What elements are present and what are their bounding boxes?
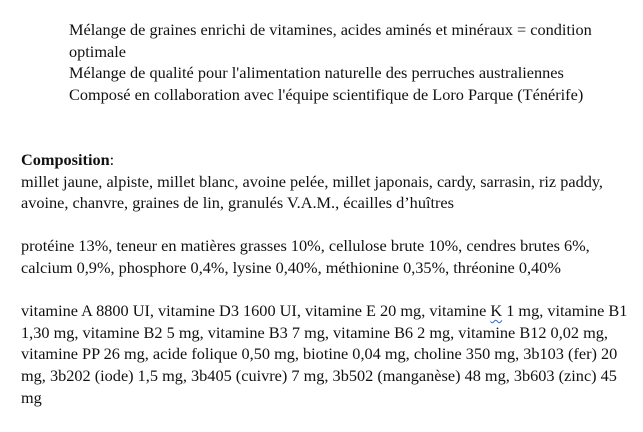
feature-item: Mélange de qualité pour l'alimentation naturelle des perruches australiennes [69,63,564,83]
paragraph-spacer [21,214,631,236]
paragraph-spacer [21,279,631,301]
ingredients-paragraph: millet jaune, alpiste, millet blanc, avoine pelée, millet japonais, cardy, sarrasin, riz paddy, avoine, chanvre, graines de lin, granulés V.A.M., écailles d’huîtres [21,171,604,213]
vitamins-paragraph [21,300,631,408]
feature-item: Mélange de graines enrichi de vitamines, acides aminés et minéraux = condition optimale [69,20,592,61]
spellcheck-flagged-word: K [490,301,503,321]
composition-heading-colon: : [109,150,115,169]
composition-section [21,149,631,408]
feature-list [69,19,629,105]
composition-heading: Composition [21,150,110,169]
vitamins-text-start: vitamine A 8800 UI, vitamine D3 1600 UI, vitamine E 20 mg, vitamine [21,301,491,321]
vitamins-text-end: 1 mg, vitamine B1 1,30 mg, vitamine B2 5 mg, vitamine B3 7 mg, vitamine B6 2 mg, vitamine B12 0,02 mg, vitamine PP 26 mg, acide folique 0,50 mg, biotine 0,04 mg, choline 350 mg, 3b103 (fer) 20 mg, 3b202 (iode) 1,5 mg, 3b405 (cuivre) 7 mg, 3b502 (manganèse) 48 mg, 3b603 (zinc) 45 mg [21,301,628,407]
feature-item: Composé en collaboration avec l'équipe scientifique de Loro Parque (Ténérife) [69,84,584,104]
analysis-paragraph: protéine 13%, teneur en matières grasses 10%, cellulose brute 10%, cendres brutes 6%, calcium 0,9%, phosphore 0,4%, lysine 0,40%, méthionine 0,35%, thréonine 0,40% [21,236,590,277]
composition-heading-line [21,149,631,171]
